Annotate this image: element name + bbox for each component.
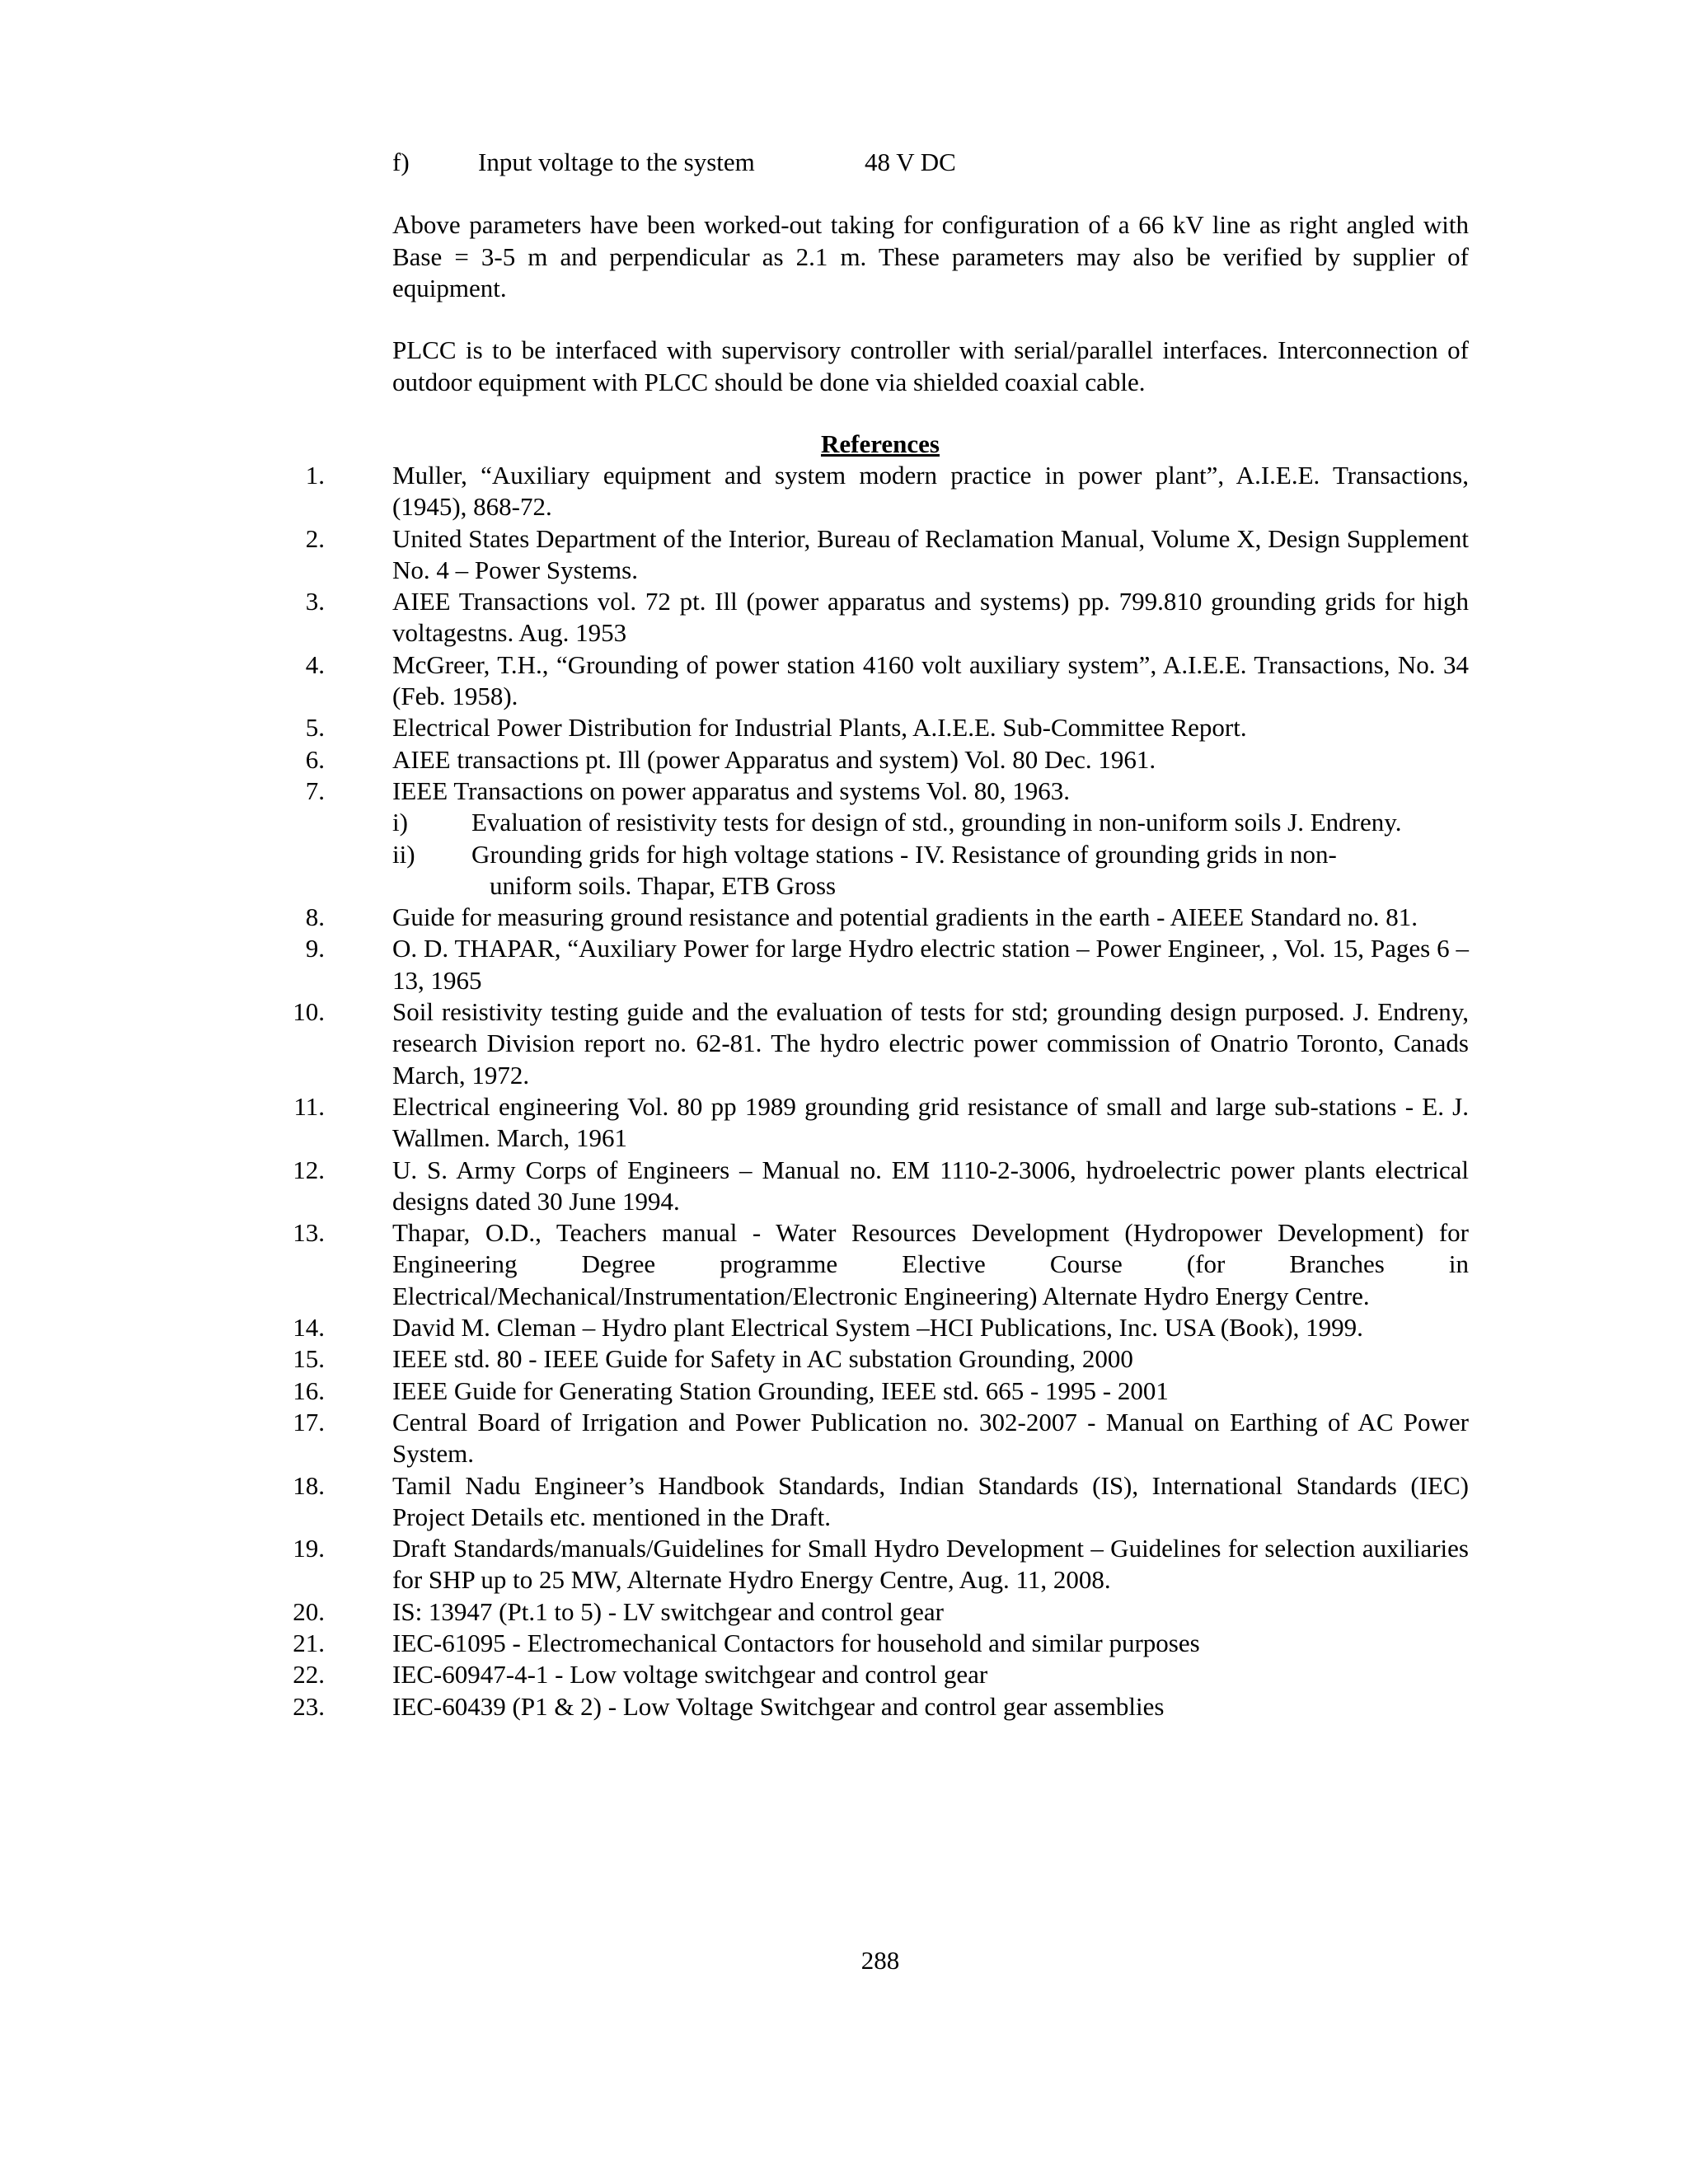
reference-item	[288, 776, 1469, 807]
reference-item	[288, 1533, 1469, 1596]
sub-reference-number: i)	[392, 808, 408, 837]
sub-reference-item	[288, 839, 1469, 902]
reference-item	[288, 1407, 1469, 1470]
reference-item	[288, 1343, 1469, 1375]
reference-text: O. D. THAPAR, “Auxiliary Power for large Hydro electric station – Power Engineer, , Vol. 15, Pages 6 – 13, 1965	[392, 934, 1469, 995]
reference-number: 11.	[293, 1091, 325, 1121]
reference-text: Soil resistivity testing guide and the evaluation of tests for std; grounding design purposed. J. Endreny, research Division report no. 62-81. The hydro electric power commission of Onatrio Toronto, Canads March, 1972.	[392, 997, 1469, 1090]
reference-text: IS: 13947 (Pt.1 to 5) - LV switchgear and control gear	[392, 1596, 944, 1626]
references-list	[288, 460, 1469, 1722]
reference-text: Electrical engineering Vol. 80 pp 1989 grounding grid resistance of small and large sub-stations - E. J. Wallmen. March, 1961	[392, 1091, 1469, 1153]
reference-text: IEC-60947-4-1 - Low voltage switchgear and control gear	[392, 1660, 988, 1690]
spec-label: f)	[392, 148, 410, 176]
reference-item	[288, 1091, 1469, 1155]
reference-number: 5.	[305, 713, 325, 743]
sub-reference-text	[471, 839, 1469, 902]
reference-text: Muller, “Auxiliary equipment and system modern practice in power plant”, A.I.E.E. Transactions, (1945), 868-72.	[392, 461, 1469, 522]
reference-item	[288, 712, 1469, 743]
reference-number: 3.	[305, 587, 325, 616]
body-paragraph: PLCC is to be interfaced with supervisory controller with serial/parallel interfaces. Interconnection of outdoor equipment with PLCC should be done via shielded coaxial cable.	[392, 335, 1469, 396]
reference-item	[288, 902, 1469, 933]
reference-item	[288, 1628, 1469, 1659]
reference-item	[288, 1470, 1469, 1534]
reference-text: Draft Standards/manuals/Guidelines for Small Hydro Development – Guidelines for selection auxiliaries for SHP up to 25 MW, Alternate Hydro Energy Centre, Aug. 11, 2008.	[392, 1534, 1469, 1595]
reference-number: 2.	[305, 523, 325, 553]
reference-item	[288, 1596, 1469, 1628]
reference-text: IEEE Guide for Generating Station Grounding, IEEE std. 665 - 1995 - 2001	[392, 1376, 1169, 1405]
reference-text: Guide for measuring ground resistance and potential gradients in the earth - AIEEE Standard no. 81.	[392, 902, 1418, 932]
sub-reference-text-line: Evaluation of resistivity tests for design of std., grounding in non-uniform soils J. Endreny.	[471, 808, 1402, 837]
reference-text: IEC-61095 - Electromechanical Contactors for household and similar purposes	[392, 1628, 1200, 1657]
sub-reference-text	[471, 807, 1469, 838]
reference-text: U. S. Army Corps of Engineers – Manual no. EM 1110-2-3006, hydroelectric power plants electrical designs dated 30 June 1994.	[392, 1155, 1469, 1216]
reference-item	[288, 1155, 1469, 1218]
reference-number: 8.	[305, 902, 325, 932]
reference-number: 6.	[305, 744, 325, 774]
reference-number: 18.	[293, 1470, 325, 1500]
sub-reference-text-continuation: uniform soils. Thapar, ETB Gross	[490, 870, 837, 900]
reference-item	[288, 1312, 1469, 1343]
body-paragraph: Above parameters have been worked-out taking for configuration of a 66 kV line as right angled with Base = 3-5 m and perpendicular as 2.1 m. These parameters may also be verified by supplier of equipment.	[392, 210, 1469, 302]
reference-item	[288, 1376, 1469, 1407]
reference-text: IEC-60439 (P1 & 2) - Low Voltage Switchgear and control gear assemblies	[392, 1691, 1165, 1721]
reference-text: AIEE Transactions vol. 72 pt. Ill (power apparatus and systems) pp. 799.810 grounding grids for high voltagestns. Aug. 1953	[392, 587, 1469, 648]
reference-text: Tamil Nadu Engineer’s Handbook Standards, Indian Standards (IS), International Standards (IEC) Project Details etc. mentioned in the Draft.	[392, 1470, 1469, 1531]
reference-item	[288, 996, 1469, 1091]
reference-text: Central Board of Irrigation and Power Publication no. 302-2007 - Manual on Earthing of AC Power System.	[392, 1407, 1469, 1469]
reference-number: 12.	[293, 1155, 325, 1184]
reference-item	[288, 1217, 1469, 1312]
reference-item	[288, 744, 1469, 776]
reference-item	[288, 933, 1469, 996]
reference-number: 7.	[305, 776, 325, 805]
reference-text: AIEE transactions pt. Ill (power Apparatus and system) Vol. 80 Dec. 1961.	[392, 744, 1156, 774]
reference-text: United States Department of the Interior, Bureau of Reclamation Manual, Volume X, Design Supplement No. 4 – Power Systems.	[392, 523, 1469, 584]
page-number: 288	[860, 1946, 900, 1975]
reference-item	[288, 1691, 1469, 1722]
reference-number: 14.	[293, 1313, 325, 1343]
reference-text: Thapar, O.D., Teachers manual - Water Resources Development (Hydropower Development) for Engineering Degree programme Elective Course (for Branches in Electrical/Mechanical/Instrumentation/Electronic Engineering) Alternate Hydro Energy Centre.	[392, 1218, 1469, 1310]
reference-number: 4.	[305, 649, 325, 679]
reference-number: 20.	[293, 1596, 325, 1626]
reference-item	[288, 586, 1469, 649]
reference-number: 16.	[293, 1376, 325, 1405]
reference-text: David M. Cleman – Hydro plant Electrical System –HCI Publications, Inc. USA (Book), 1999.	[392, 1313, 1363, 1343]
reference-text: Electrical Power Distribution for Industrial Plants, A.I.E.E. Sub-Committee Report.	[392, 713, 1247, 743]
reference-number: 23.	[293, 1691, 325, 1721]
reference-text: IEEE Transactions on power apparatus and systems Vol. 80, 1963.	[392, 776, 1070, 805]
sub-reference-number: ii)	[392, 839, 415, 869]
reference-number: 21.	[293, 1628, 325, 1657]
sub-reference-item	[288, 807, 1469, 838]
reference-number: 15.	[293, 1344, 325, 1374]
reference-item	[288, 1659, 1469, 1690]
reference-number: 13.	[293, 1218, 325, 1248]
reference-number: 10.	[293, 997, 325, 1027]
reference-item	[288, 523, 1469, 587]
spec-name: Input voltage to the system	[478, 148, 755, 176]
reference-number: 1.	[305, 461, 325, 490]
references-heading: References	[820, 429, 940, 458]
reference-number: 9.	[305, 934, 325, 963]
reference-number: 17.	[293, 1407, 325, 1436]
reference-text: IEEE std. 80 - IEEE Guide for Safety in AC substation Grounding, 2000	[392, 1344, 1133, 1374]
reference-item	[288, 460, 1469, 523]
reference-number: 19.	[293, 1534, 325, 1563]
reference-text: McGreer, T.H., “Grounding of power station 4160 volt auxiliary system”, A.I.E.E. Transactions, No. 34 (Feb. 1958).	[392, 649, 1469, 711]
reference-number: 22.	[293, 1660, 325, 1690]
reference-item	[288, 649, 1469, 713]
spec-value: 48 V DC	[865, 148, 956, 176]
sub-reference-text-line: Grounding grids for high voltage stations - IV. Resistance of grounding grids in non-	[471, 839, 1337, 869]
